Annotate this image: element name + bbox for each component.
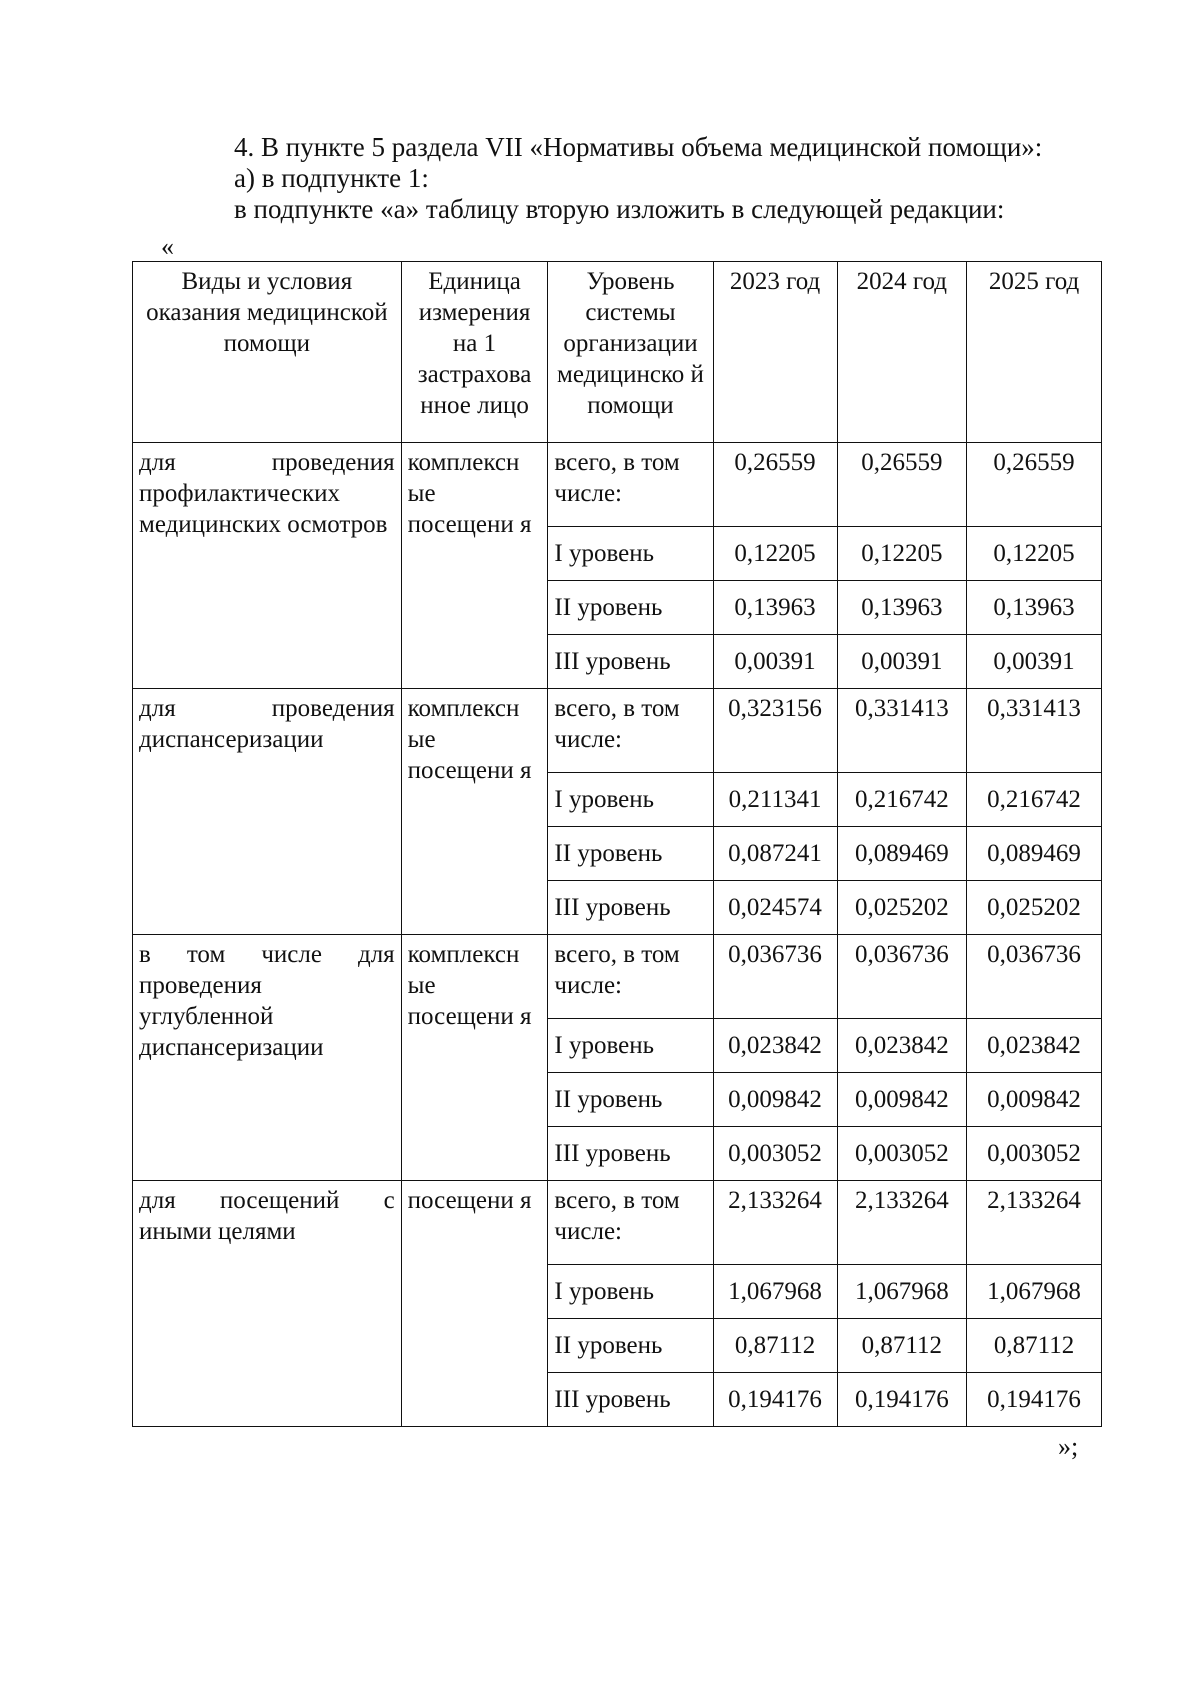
value-cell-2025: 0,009842 <box>967 1073 1102 1127</box>
value-cell-2024: 0,025202 <box>837 881 966 935</box>
value-cell-2024: 0,089469 <box>837 827 966 881</box>
value-cell-2023: 0,023842 <box>713 1019 837 1073</box>
level-cell: III уровень <box>548 1127 713 1181</box>
opening-quote: « <box>161 232 174 261</box>
level-cell: I уровень <box>548 527 713 581</box>
value-cell-2025: 0,036736 <box>967 935 1102 1019</box>
header-kind: Виды и условия оказания медицинской помощи <box>133 262 402 443</box>
intro-text <box>234 132 1042 225</box>
value-cell-2024: 0,12205 <box>837 527 966 581</box>
value-cell-2023: 0,036736 <box>713 935 837 1019</box>
table-row <box>133 689 1102 773</box>
level-cell: всего, в том числе: <box>548 1181 713 1265</box>
table-row <box>133 1181 1102 1265</box>
care-kind-cell: для проведения профилактических медицинских осмотров <box>133 443 402 689</box>
intro-line-3: в подпункте «а» таблицу вторую изложить в следующей редакции: <box>234 194 1005 224</box>
value-cell-2023: 0,26559 <box>713 443 837 527</box>
value-cell-2025: 2,133264 <box>967 1181 1102 1265</box>
table-header-row <box>133 262 1102 443</box>
unit-cell: комплексн ые посещени я <box>401 935 548 1181</box>
header-2023: 2023 год <box>713 262 837 443</box>
value-cell-2023: 0,13963 <box>713 581 837 635</box>
value-cell-2023: 0,87112 <box>713 1319 837 1373</box>
table-row <box>133 443 1102 527</box>
value-cell-2023: 0,323156 <box>713 689 837 773</box>
value-cell-2023: 0,12205 <box>713 527 837 581</box>
header-unit: Единица измерения на 1 застрахова нное лицо <box>401 262 548 443</box>
value-cell-2023: 1,067968 <box>713 1265 837 1319</box>
intro-line-1: 4. В пункте 5 раздела VII «Нормативы объема медицинской помощи»: <box>234 132 1043 162</box>
intro-line-2: а) в подпункте 1: <box>234 163 429 193</box>
value-cell-2024: 0,036736 <box>837 935 966 1019</box>
value-cell-2024: 0,194176 <box>837 1373 966 1427</box>
value-cell-2023: 2,133264 <box>713 1181 837 1265</box>
value-cell-2024: 0,26559 <box>837 443 966 527</box>
value-cell-2025: 0,216742 <box>967 773 1102 827</box>
value-cell-2025: 0,025202 <box>967 881 1102 935</box>
value-cell-2023: 0,087241 <box>713 827 837 881</box>
value-cell-2024: 0,87112 <box>837 1319 966 1373</box>
header-2024: 2024 год <box>837 262 966 443</box>
value-cell-2025: 0,87112 <box>967 1319 1102 1373</box>
care-kind-cell: для посещений с иными целями <box>133 1181 402 1427</box>
value-cell-2024: 1,067968 <box>837 1265 966 1319</box>
unit-cell: посещени я <box>401 1181 548 1427</box>
value-cell-2025: 0,331413 <box>967 689 1102 773</box>
value-cell-2023: 0,211341 <box>713 773 837 827</box>
level-cell: III уровень <box>548 635 713 689</box>
level-cell: II уровень <box>548 1319 713 1373</box>
care-kind-cell: для проведения диспансеризации <box>133 689 402 935</box>
value-cell-2023: 0,003052 <box>713 1127 837 1181</box>
value-cell-2024: 0,216742 <box>837 773 966 827</box>
level-cell: II уровень <box>548 827 713 881</box>
table-row <box>133 935 1102 1019</box>
value-cell-2025: 0,13963 <box>967 581 1102 635</box>
level-cell: всего, в том числе: <box>548 443 713 527</box>
header-level: Уровень системы организации медицинско й помощи <box>548 262 713 443</box>
value-cell-2025: 0,12205 <box>967 527 1102 581</box>
care-kind-cell: в том числе для проведения углубленной диспансеризации <box>133 935 402 1181</box>
value-cell-2024: 0,003052 <box>837 1127 966 1181</box>
level-cell: III уровень <box>548 881 713 935</box>
value-cell-2024: 0,13963 <box>837 581 966 635</box>
closing-quote: »; <box>1058 1432 1079 1461</box>
value-cell-2023: 0,024574 <box>713 881 837 935</box>
header-2025: 2025 год <box>967 262 1102 443</box>
value-cell-2023: 0,00391 <box>713 635 837 689</box>
level-cell: всего, в том числе: <box>548 935 713 1019</box>
unit-cell: комплексн ые посещени я <box>401 689 548 935</box>
level-cell: III уровень <box>548 1373 713 1427</box>
value-cell-2024: 0,023842 <box>837 1019 966 1073</box>
level-cell: I уровень <box>548 1019 713 1073</box>
level-cell: II уровень <box>548 1073 713 1127</box>
value-cell-2025: 0,023842 <box>967 1019 1102 1073</box>
table-body <box>133 443 1102 1427</box>
value-cell-2024: 0,009842 <box>837 1073 966 1127</box>
value-cell-2025: 0,089469 <box>967 827 1102 881</box>
level-cell: II уровень <box>548 581 713 635</box>
value-cell-2025: 0,003052 <box>967 1127 1102 1181</box>
unit-cell: комплексн ые посещени я <box>401 443 548 689</box>
level-cell: всего, в том числе: <box>548 689 713 773</box>
value-cell-2025: 0,00391 <box>967 635 1102 689</box>
value-cell-2025: 0,194176 <box>967 1373 1102 1427</box>
value-cell-2024: 2,133264 <box>837 1181 966 1265</box>
value-cell-2024: 0,331413 <box>837 689 966 773</box>
value-cell-2025: 0,26559 <box>967 443 1102 527</box>
value-cell-2023: 0,194176 <box>713 1373 837 1427</box>
value-cell-2024: 0,00391 <box>837 635 966 689</box>
value-cell-2025: 1,067968 <box>967 1265 1102 1319</box>
volume-norms-table <box>132 261 1102 1427</box>
value-cell-2023: 0,009842 <box>713 1073 837 1127</box>
level-cell: I уровень <box>548 1265 713 1319</box>
level-cell: I уровень <box>548 773 713 827</box>
